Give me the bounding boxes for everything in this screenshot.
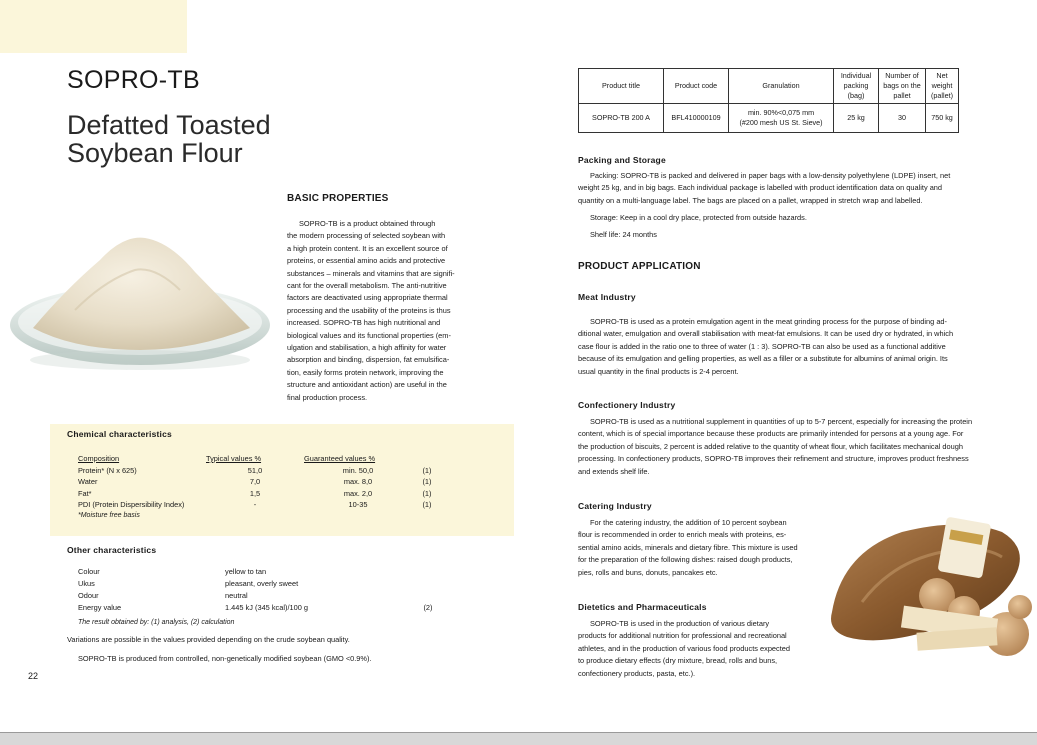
property-value: neutral	[225, 590, 248, 600]
subtitle-line-2: Soybean Flour	[67, 138, 243, 168]
meat-line: usual quantity in the final products is 2-4 percent.	[578, 366, 739, 376]
packing-line: quantity on a multi-language label. The bags are placed on a pallet, wrapped in stretch wrap and labelled.	[578, 195, 923, 205]
property-name: Energy value	[78, 602, 122, 612]
meat-text	[578, 316, 978, 378]
basic-line: absorption and binding, dispersion, fat emulsifica-	[287, 355, 450, 365]
col-typical: Typical values %	[206, 454, 262, 463]
table-row	[78, 477, 442, 489]
property-note	[413, 577, 443, 589]
packing-text	[578, 170, 978, 207]
table-row	[78, 565, 443, 577]
composition-name: Fat*	[78, 488, 92, 498]
property-value: pleasant, overly sweet	[225, 578, 299, 588]
basic-line: structure and antioxidant action) are useful in the	[287, 380, 447, 390]
table-row	[78, 466, 442, 478]
catering-line: for the preparation of the following dishes: raised dough products,	[578, 555, 793, 565]
dietetics-heading: Dietetics and Pharmaceuticals	[578, 602, 707, 612]
header-individual-packing: Individual packing (bag)	[834, 69, 879, 104]
basic-line: SOPRO-TB is a product obtained through	[299, 219, 436, 228]
method-note: (1)	[422, 488, 432, 498]
property-value: 1.445 kJ (345 kcal)/100 g	[225, 602, 308, 612]
method-note: (1)	[422, 500, 432, 509]
confectionery-line: SOPRO-TB is used as a nutritional supplement in quantities of up to 5-7 percent, especially for increasing the protein	[590, 417, 973, 426]
table-row	[579, 104, 959, 133]
dietetics-line: to produce dietary effects (dry mixture, bread, rolls and buns,	[578, 656, 778, 666]
basic-line: final production process.	[287, 392, 368, 402]
confectionery-heading: Confectionery Industry	[578, 400, 676, 410]
meat-line: because of its emulgation and gelling properties, as well as a filler or a substitute for albumins of animal origin. Its	[578, 354, 948, 364]
col-composition: Composition	[78, 454, 120, 463]
packing-line: weight 25 kg, and in big bags. Each individual package is labelled with product identification data on quality and	[578, 183, 943, 193]
corner-decoration	[0, 0, 187, 53]
catering-line: For the catering industry, the addition of 10 percent soybean	[590, 518, 787, 527]
composition-name: PDI (Protein Dispersibility Index)	[78, 500, 185, 509]
basic-line: processing and the usability of the proteins is thus	[287, 305, 451, 315]
table-row	[78, 577, 443, 589]
cell-packing: 25 kg	[834, 104, 879, 133]
confectionery-line: the production of biscuits, 2 percent is added relative to the quantity of wheat flour, which facilitates mechanical dough	[578, 441, 963, 451]
other-heading: Other characteristics	[67, 545, 157, 555]
result-note: The result obtained by: (1) analysis, (2) calculation	[78, 619, 235, 626]
composition-name: Protein* (N x 625)	[78, 465, 137, 475]
basic-line: factors are deactivated using appropriate thermal	[287, 293, 448, 303]
cell-bags: 30	[879, 104, 926, 133]
flour-plate-image	[5, 200, 273, 380]
property-note: (2)	[423, 602, 433, 612]
basic-properties-text	[287, 218, 487, 404]
header-product-code: Product code	[664, 69, 729, 104]
chemical-table	[78, 454, 442, 523]
other-table	[78, 565, 443, 613]
table-row	[78, 601, 443, 613]
page-number: 22	[28, 671, 39, 681]
basic-line: substances – minerals and vitamins that are signifi-	[287, 268, 455, 278]
catering-line: sential amino acids, minerals and dietary fibre. This mixture is used	[578, 542, 798, 552]
header-bags-on-pallet: Number of bags on the pallet	[879, 69, 926, 104]
meat-heading: Meat Industry	[578, 292, 636, 302]
property-note	[413, 589, 443, 601]
property-name: Odour	[78, 590, 99, 600]
catering-line: flour is recommended in order to enrich meals with proteins, es-	[578, 530, 787, 540]
catering-line: pies, rolls and buns, donuts, pancakes etc.	[578, 567, 718, 577]
product-table	[578, 68, 959, 133]
table-row	[78, 489, 442, 501]
product-table-header	[579, 69, 959, 104]
catering-text	[578, 517, 818, 579]
property-name: Colour	[78, 566, 100, 576]
footer-band	[0, 732, 1037, 745]
basic-line: tion, easily forms protein network, improving the	[287, 367, 444, 377]
header-net-weight: Net weight (pallet)	[926, 69, 959, 104]
moisture-footnote: *Moisture free basis	[78, 511, 140, 519]
basic-line: ulgation and stabilisation, a high affinity for water	[287, 343, 447, 353]
dietetics-line: SOPRO-TB is used in the production of various dietary	[590, 619, 770, 628]
method-note: (1)	[422, 465, 432, 475]
footnote-row	[78, 512, 442, 524]
application-heading: PRODUCT APPLICATION	[578, 261, 701, 272]
subtitle-line-1: Defatted Toasted	[67, 110, 271, 140]
variation-note: Variations are possible in the values provided depending on the crude soybean quality.	[67, 635, 350, 644]
meat-line: case flour is added in the ratio one to three of water (1 : 3). SOPRO-TB can also be used as a functional additive	[578, 341, 946, 351]
composition-name: Water	[78, 477, 98, 486]
confectionery-line: and extends shelf life.	[578, 466, 650, 476]
guaranteed-value: min. 50,0	[342, 465, 374, 475]
table-row	[78, 500, 442, 512]
meat-line: SOPRO-TB is used as a protein emulgation agent in the meat grinding process for the purpose of binding ad-	[590, 317, 948, 326]
basic-line: increased. SOPRO-TB has high nutritional and	[287, 318, 441, 328]
shelf-life-text: Shelf life: 24 months	[590, 230, 657, 239]
chemical-header-row	[78, 454, 442, 466]
typical-value: -	[253, 500, 257, 509]
cell-granulation	[729, 104, 834, 133]
typical-value: 1,5	[249, 488, 261, 498]
dietetics-text	[578, 618, 818, 680]
product-subtitle	[67, 111, 271, 167]
table-row	[78, 589, 443, 601]
basic-properties-heading: BASIC PROPERTIES	[287, 193, 389, 204]
confectionery-line: processing. In confectionery products, SOPRO-TB improves their refinement and structure, improves product freshness	[578, 454, 969, 464]
confectionery-line: content, which is of special importance because these products are primarily intended for persons at a young age. For	[578, 429, 964, 439]
header-granulation: Granulation	[729, 69, 834, 104]
property-note	[413, 565, 443, 577]
property-value: yellow to tan	[225, 566, 267, 576]
typical-value: 7,0	[249, 477, 261, 486]
meat-line: ditional water, emulgation and overall stabilisation with meat-fat emulsions. It can be used dry or hydrated, in which	[578, 329, 954, 339]
packing-line: Packing: SOPRO-TB is packed and delivered in paper bags with a low-density polyethylene (LDPE) insert, net	[590, 171, 951, 180]
dietetics-line: confectionery products, pasta, etc.).	[578, 668, 696, 678]
chemical-heading: Chemical characteristics	[67, 429, 172, 439]
cell-product-code: BFL410000109	[664, 104, 729, 133]
dietetics-line: products for additional nutrition for professional and recreational	[578, 631, 787, 641]
confectionery-text	[578, 416, 978, 478]
dietetics-line: athletes, and in the production of various food products expected	[578, 643, 791, 653]
basic-line: the modern processing of selected soybean with	[287, 231, 446, 241]
granulation-line-1: min. 90%<0,075 mm	[747, 108, 815, 117]
header-product-title: Product title	[579, 69, 664, 104]
guaranteed-value: 10-35	[348, 500, 368, 509]
product-title: SOPRO-TB	[67, 66, 200, 94]
basic-line: a high protein content. It is an excellent source of	[287, 243, 448, 253]
granulation-line-2: (#200 mesh US St. Sieve)	[739, 118, 823, 127]
method-note: (1)	[422, 477, 432, 486]
property-name: Ukus	[78, 578, 95, 588]
basic-line: cant for the overall metabolism. The anti-nutritive	[287, 281, 447, 291]
guaranteed-value: max. 2,0	[343, 488, 373, 498]
basic-line: biological values and its functional properties (em-	[287, 330, 451, 340]
storage-text: Storage: Keep in a cool dry place, protected from outside hazards.	[590, 213, 807, 222]
cell-product-title: SOPRO-TB 200 A	[579, 104, 664, 133]
typical-value: 51,0	[247, 465, 263, 475]
basic-line: proteins, or essential amino acids and protective	[287, 256, 446, 266]
catering-heading: Catering Industry	[578, 501, 652, 511]
bread-biscuits-image	[822, 512, 1032, 662]
cell-net-weight: 750 kg	[926, 104, 959, 133]
col-guaranteed: Guaranteed values %	[304, 454, 376, 463]
guaranteed-value: max. 8,0	[343, 477, 373, 486]
gmo-note: SOPRO-TB is produced from controlled, non-genetically modified soybean (GMO <0.9%).	[78, 654, 372, 663]
packing-heading: Packing and Storage	[578, 155, 666, 165]
